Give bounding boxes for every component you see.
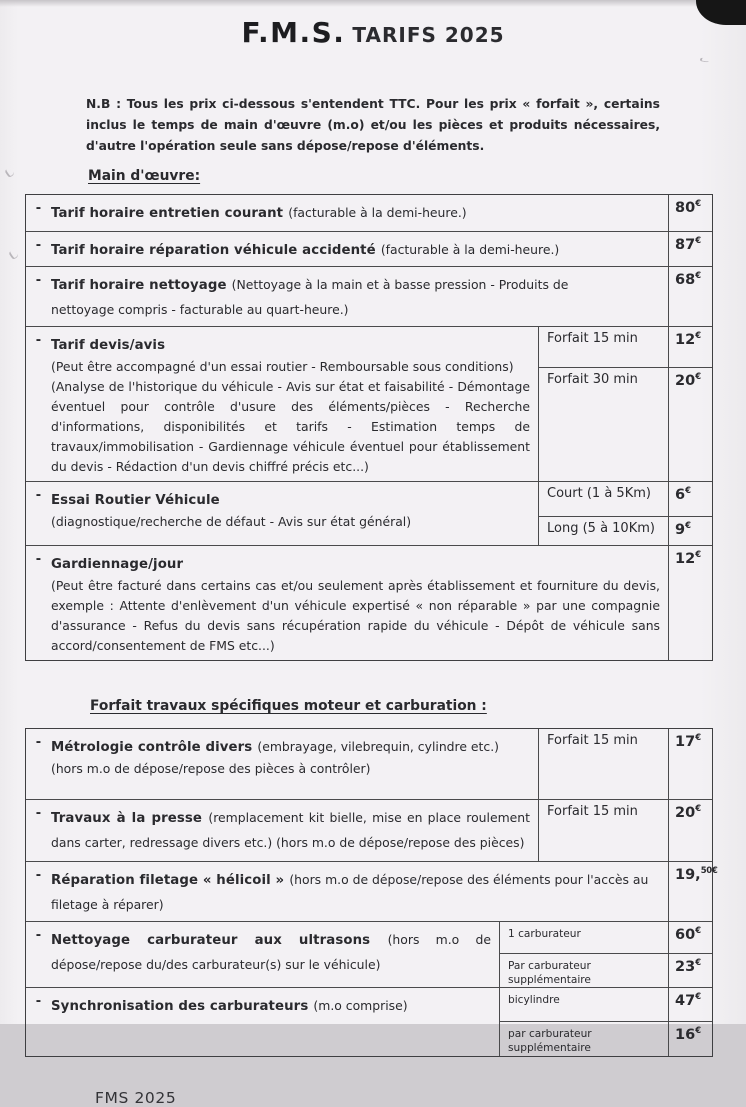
row-detail: (m.o comprise) [313, 998, 408, 1014]
row-title: Réparation filetage « hélicoil » [51, 873, 285, 889]
carburateur-label: par carburateur supplémentaire [499, 1022, 668, 1056]
price-value: 80 [675, 200, 696, 217]
carburateur-subrow [499, 953, 712, 988]
section-heading-main-oeuvre: Main d'œuvre: [88, 168, 201, 185]
dash-bullet: - [35, 273, 42, 289]
row-description [26, 988, 499, 1056]
euro-sign: € [695, 550, 701, 561]
price-cell [668, 368, 712, 481]
row-detail: (facturable à la demi-heure.) [288, 205, 467, 221]
carburateur-label: 1 carburateur [499, 922, 668, 953]
row-title: Tarif horaire nettoyage [51, 278, 227, 294]
price-value: 20 [675, 372, 696, 389]
dash-bullet: - [35, 488, 42, 504]
table-row-nettoyage-ultrasons [26, 921, 712, 988]
row-detail: (Peut être accompagné d'un essai routier - Remboursable sous conditions) [51, 358, 514, 374]
euro-sign: € [695, 1026, 701, 1037]
forfait-label: Forfait 30 min [538, 368, 668, 481]
nb-note: N.B : Tous les prix ci-dessous s'entendent TTC. Pour les prix « forfait », certains inclus le temps de main d'œuvre (m.o) et/ou les pièces et produits nécessaires, d'autre l'opération seule sans dépose/repose d'éléments. [86, 97, 660, 154]
scan-smudge [4, 167, 15, 178]
carburateur-subcolumn [499, 922, 712, 988]
price-value: 12 [675, 331, 696, 348]
forfait-subrow [538, 327, 712, 367]
price-value: 87 [675, 237, 696, 254]
price-value: 60 [675, 926, 696, 943]
table-row-filetage-helicoil [26, 861, 718, 921]
dash-bullet: - [35, 735, 42, 751]
euro-sign: € [695, 199, 701, 210]
price-cell [668, 267, 712, 326]
price-cell [668, 800, 712, 861]
forfait-subcolumn [538, 327, 712, 481]
price-cell [668, 922, 712, 953]
table-row-reparation-accidente [26, 231, 712, 266]
row-detail: (remplacement kit bielle, mise en place roulement dans carter, redressage divers etc.) (hors m.o de dépose/repose des pièces) [51, 810, 530, 851]
price-value: 23 [675, 958, 696, 975]
row-description [26, 267, 668, 326]
row-description [26, 232, 668, 266]
row-detail: (Peut être facturé dans certains cas et/ou seulement après établissement et fourniture du devis, exemple : Attente d'enlèvement d'un véhicule expertisé « non réparable » par une compagnie d'assurance - Refus du devis sans récupération rapide du véhicule - Dépôt de véhicule sans accord/consentement de FMS etc...) [51, 577, 660, 654]
price-cell [668, 482, 712, 516]
euro-sign: 50€ [700, 866, 718, 877]
forfait-subrow [538, 482, 712, 516]
table-row-metrologie [26, 729, 712, 799]
row-title: Nettoyage carburateur aux ultrasons [51, 932, 371, 948]
row-title: Tarif devis/avis [51, 337, 166, 353]
dash-bullet: - [35, 994, 42, 1010]
price-cell [668, 954, 712, 988]
price-cell [668, 1022, 712, 1056]
row-title: Essai Routier Véhicule [51, 493, 220, 509]
euro-sign: € [695, 804, 701, 815]
table-row-essai-routier [26, 481, 712, 545]
dash-bullet: - [35, 552, 42, 568]
row-title: Métrologie contrôle divers [51, 740, 253, 756]
forfait-label: Long (5 à 10Km) [538, 517, 668, 545]
forfait-label: Forfait 15 min [538, 800, 668, 861]
row-detail: (hors m.o de dépose/repose des éléments pour l'accès au filetage à réparer) [51, 872, 649, 913]
price-cell [668, 729, 712, 799]
row-detail: (hors m.o de dépose/repose du/des carburateur(s) sur le véhicule) [51, 931, 491, 972]
dash-bullet: - [35, 927, 42, 943]
carburateur-label: bicylindre [499, 988, 668, 1021]
euro-sign: € [695, 733, 701, 744]
scan-smudge [700, 57, 709, 62]
table-row-travaux-presse [26, 799, 712, 861]
price-cell [668, 195, 712, 231]
euro-sign: € [695, 925, 701, 936]
row-description [26, 327, 538, 481]
forfait-label: Court (1 à 5Km) [538, 482, 668, 516]
dash-bullet: - [35, 806, 42, 822]
scan-edge-shadow [0, 0, 746, 7]
dash-bullet: - [35, 238, 42, 254]
price-cell [668, 232, 712, 266]
table-row-nettoyage [26, 266, 712, 326]
carburateur-subrow [499, 922, 712, 953]
row-detail-extended: (hors m.o de dépose/repose des pièces à contrôler) [51, 761, 371, 777]
forfait-subrow [538, 367, 712, 481]
row-title: Tarif horaire réparation véhicule accidenté [51, 243, 376, 259]
euro-sign: € [695, 992, 701, 1003]
euro-sign: € [695, 271, 701, 282]
row-description [26, 800, 538, 861]
carburateur-subcolumn [499, 988, 712, 1056]
page-title-year: TARIFS 2025 [352, 23, 505, 47]
euro-sign: € [695, 236, 701, 247]
row-detail: (Nettoyage à la main et à basse pression - Produits de nettoyage compris - facturable au quart-heure.) [51, 277, 569, 318]
price-value: 6 [675, 487, 686, 503]
forfait-label: Forfait 15 min [538, 729, 668, 799]
price-cell [668, 546, 712, 660]
section-heading-forfait-moteur: Forfait travaux spécifiques moteur et carburation : [90, 698, 487, 715]
forfait-subcolumn [538, 482, 712, 545]
price-value: 47 [675, 993, 696, 1010]
row-detail: (diagnostique/recherche de défaut - Avis sur état général) [51, 513, 412, 529]
dash-bullet: - [35, 868, 42, 884]
euro-sign: € [685, 521, 691, 532]
row-detail-extended: (Analyse de l'historique du véhicule - Avis sur état et faisabilité - Démontage éventuel pour contrôle d'usure des éléments/pièces - Recherche d'informations, disponibilités et tarifs - Estimation temps de travaux/immobilisation - Gardiennage véhicule éventuel pour établissement du devis - Rédaction d'un devis chiffré précis etc...) [51, 378, 530, 475]
euro-sign: € [685, 486, 691, 497]
price-value: 9 [675, 522, 686, 538]
row-title: Synchronisation des carburateurs [51, 999, 309, 1015]
row-title: Gardiennage/jour [51, 557, 184, 573]
row-detail: (embrayage, vilebrequin, cylindre etc.) [257, 739, 500, 755]
row-description [26, 546, 668, 660]
price-value: 12 [675, 551, 696, 567]
carburateur-label: Par carburateur supplémentaire [499, 954, 668, 988]
forfait-label: Forfait 15 min [538, 327, 668, 367]
price-cell [668, 988, 712, 1021]
price-value: 19, [675, 867, 701, 884]
price-value: 16 [675, 1027, 696, 1044]
tariff-table-main-oeuvre [25, 194, 713, 661]
row-title: Tarif horaire entretien courant [51, 206, 284, 222]
dash-bullet: - [35, 201, 42, 217]
euro-sign: € [695, 957, 701, 968]
price-value: 17 [675, 734, 696, 751]
carburateur-subrow [499, 988, 712, 1021]
row-title: Travaux à la presse [51, 811, 202, 827]
carburateur-subrow [499, 1021, 712, 1056]
table-row-gardiennage [26, 545, 712, 660]
table-row-entretien-courant [26, 195, 712, 231]
row-description [26, 482, 538, 545]
price-cell [668, 862, 718, 921]
page-footer: FMS 2025 [95, 1089, 177, 1107]
row-detail: (facturable à la demi-heure.) [380, 242, 560, 258]
row-description [26, 195, 668, 231]
page-title [0, 16, 746, 54]
table-row-devis-avis [26, 326, 712, 481]
euro-sign: € [695, 330, 701, 341]
table-row-synchronisation [26, 987, 712, 1056]
price-cell [668, 517, 712, 545]
price-value: 20 [675, 805, 696, 822]
page-title-acronym: F.M.S. [241, 16, 346, 49]
price-cell [668, 327, 712, 367]
dash-bullet: - [35, 332, 42, 348]
tariff-table-moteur-carburation [25, 728, 718, 1057]
scan-smudge [8, 249, 19, 260]
euro-sign: € [695, 371, 701, 382]
row-description [26, 729, 538, 799]
row-description [26, 922, 499, 988]
row-description [26, 862, 668, 921]
forfait-subrow [538, 516, 712, 545]
price-value: 68 [675, 272, 696, 289]
